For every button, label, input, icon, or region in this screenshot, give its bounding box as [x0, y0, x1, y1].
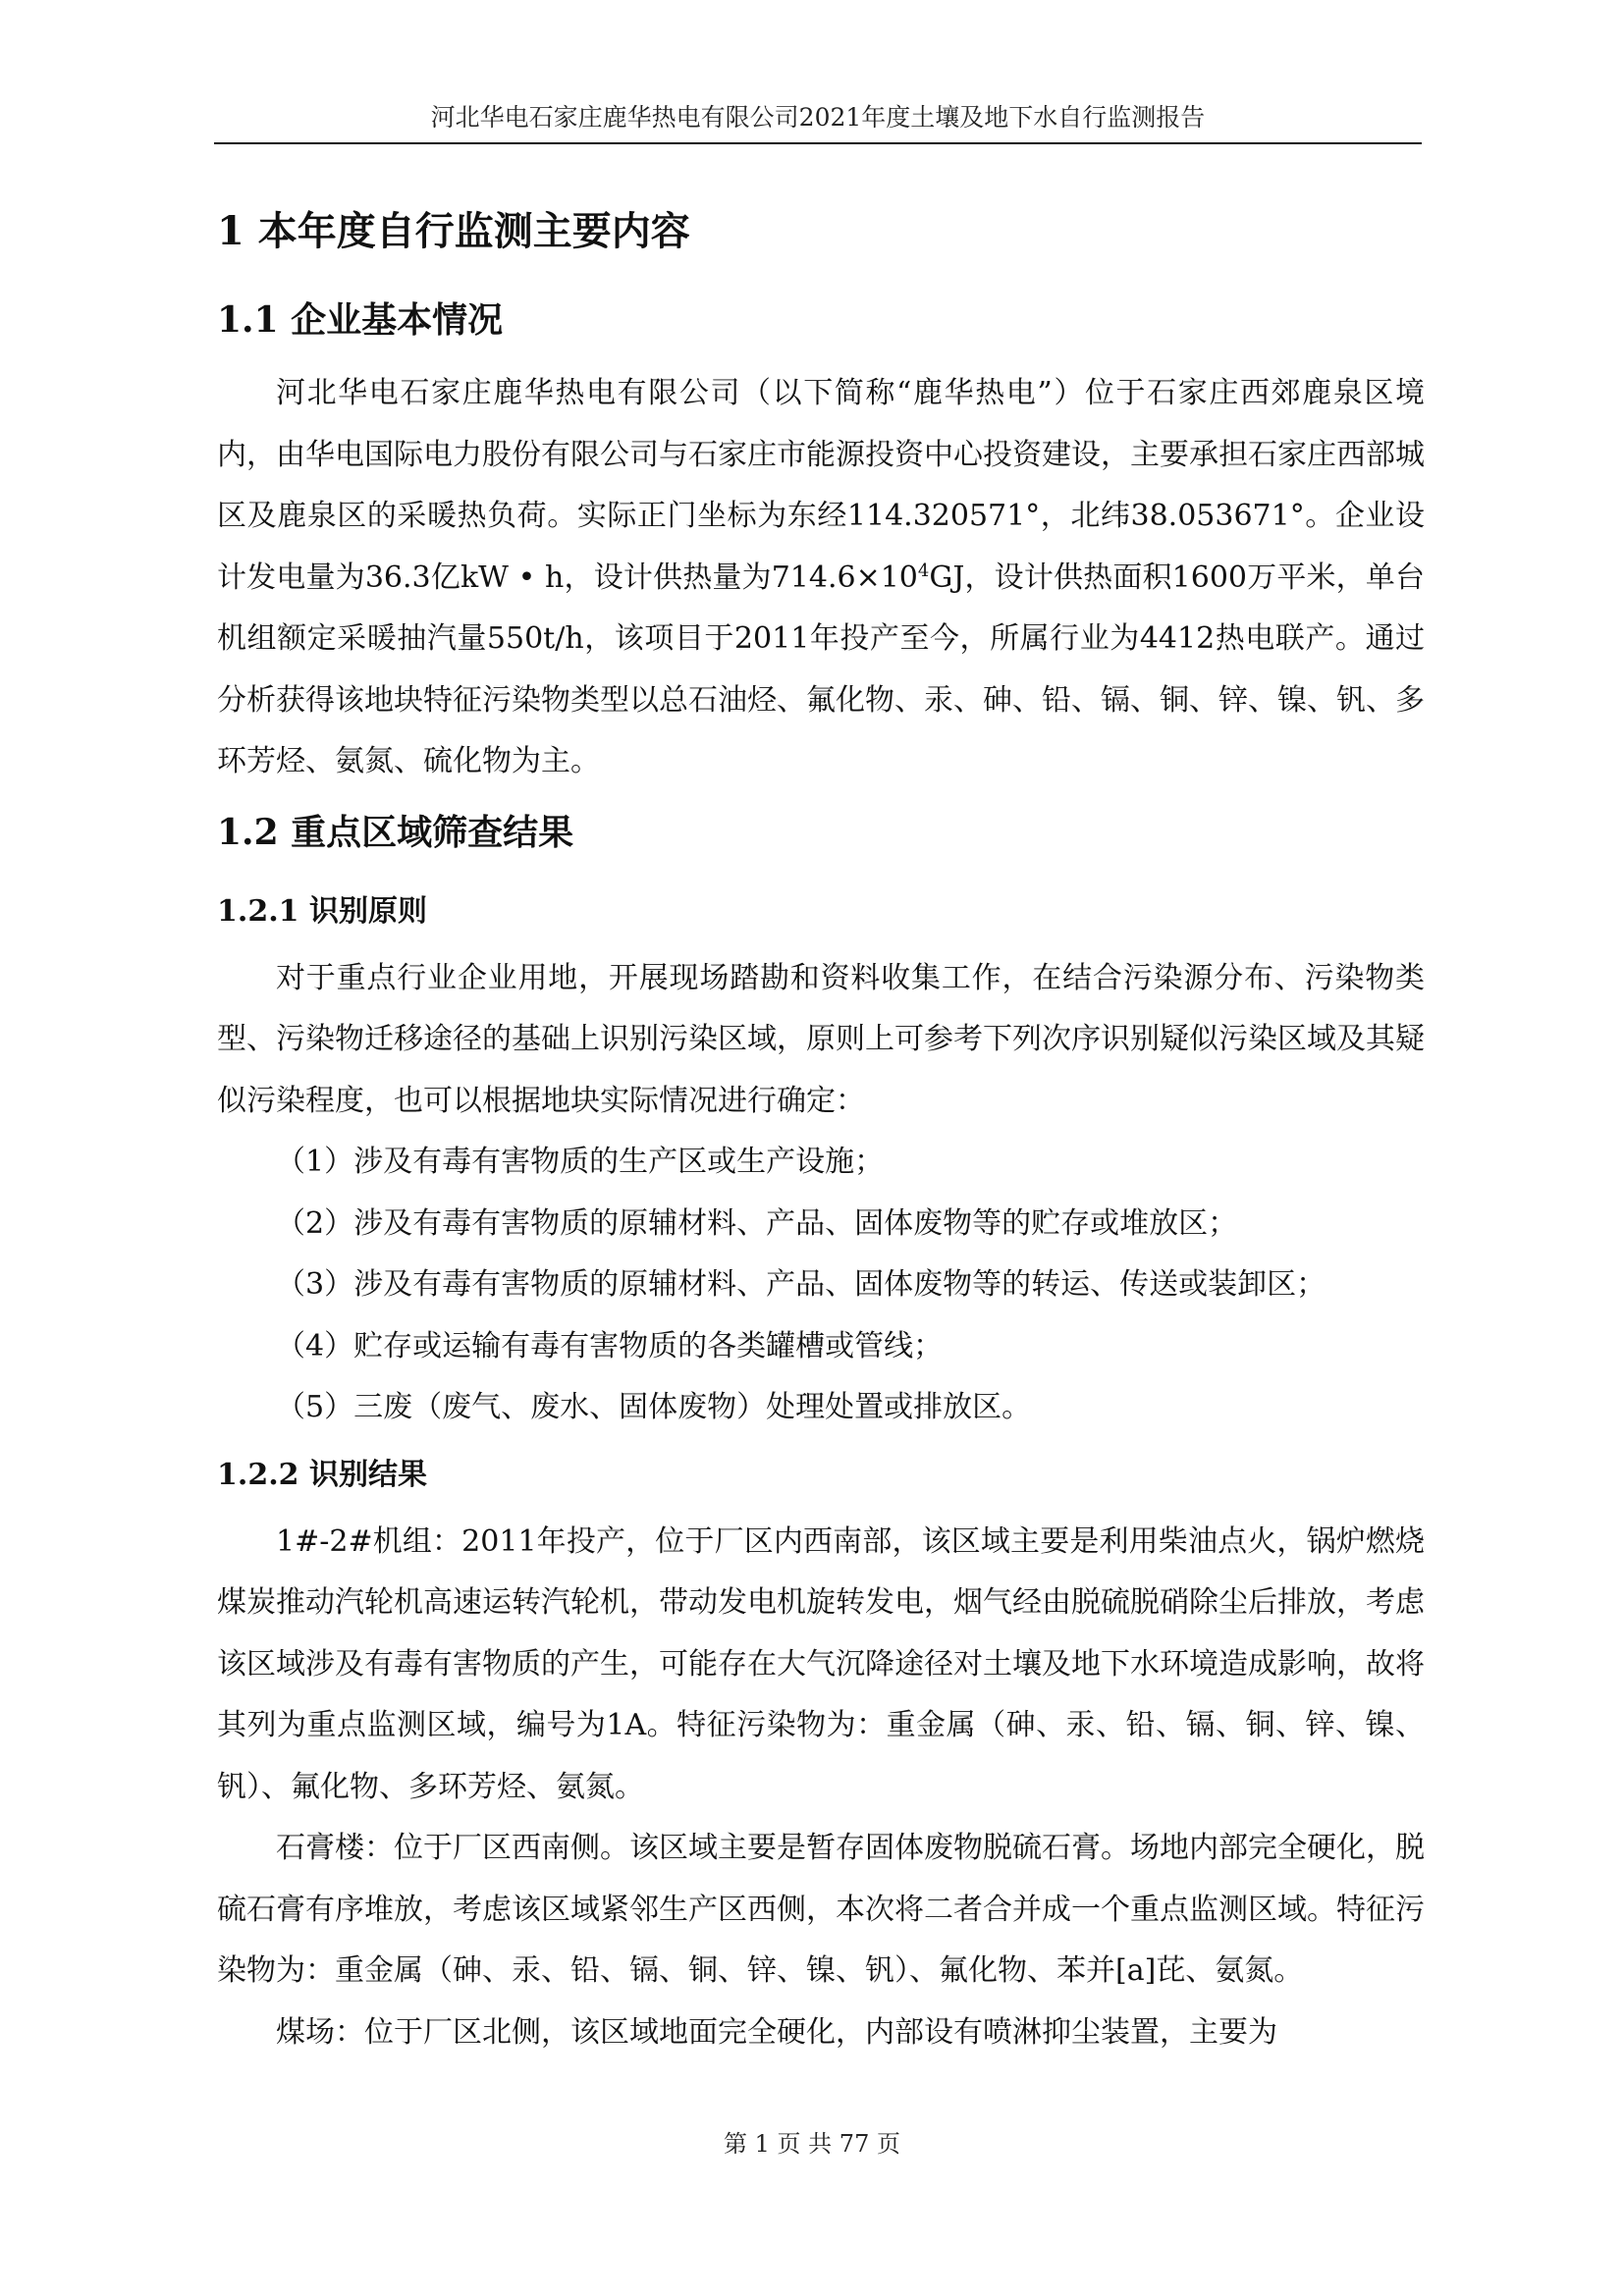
list-item: （3）涉及有毒有害物质的原辅材料、产品、固体废物等的转运、传送或装卸区； — [276, 1267, 1326, 1302]
list-item: （2）涉及有毒有害物质的原辅材料、产品、固体废物等的贮存或堆放区； — [276, 1205, 1238, 1241]
section-1-1-title: 1.1 企业基本情况 — [217, 299, 504, 341]
superscript: 4 — [917, 560, 930, 581]
list-item: （5）三废（废气、废水、固体废物）处理处置或排放区。 — [276, 1390, 1032, 1424]
result-paragraph-coal-yard: 煤场：位于厂区北侧，该区域地面完全硬化，内部设有喷淋抑尘装置，主要为 — [276, 2014, 1277, 2050]
result-paragraph-units: 1#-2#机组：2011年投产，位于厂区内西南部，该区域主要是利用柴油点火，锅炉燃烧煤炭推动汽轮机高速运转汽轮机，带动发电机旋转发电，烟气经由脱硫脱硝除尘后排放，考虑该区域涉及有毒有害物质的产生，可能存在大气沉降途径对土壤及地下水环境造成影响，故将其列为重点监测区域，编号为1A。特征污染物为：重金属（砷、汞、铅、镉、铜、锌、镍、钒）、氟化物、多环芳烃、氨氮。 — [217, 1523, 1425, 1804]
paragraph-text-a: 河北华电石家庄鹿华热电有限公司（以下简称“鹿华热电”）位于石家庄西郊鹿泉区境内，由华电国际电力股份有限公司与石家庄市能源投资中心投资建设，主要承担石家庄西部城区及鹿泉区的采暖热负荷。实际正门坐标为东经114.320571°，北纬38.053671°。企业设计发电量为36.3亿kW • h，设计供热量为714.6×10 — [217, 376, 1425, 595]
list-item: （4）贮存或运输有毒有害物质的各类罐槽或管线； — [276, 1328, 944, 1363]
running-header: 河北华电石家庄鹿华热电有限公司2021年度土壤及地下水自行监测报告 — [430, 103, 1206, 132]
page-footer: 第 1 页 共 77 页 — [724, 2130, 900, 2158]
section-1-2-1-title: 1.2.1 识别原则 — [217, 893, 427, 929]
section-1-2-2-title: 1.2.2 识别结果 — [217, 1457, 427, 1492]
section-1-2-1-intro: 对于重点行业企业用地，开展现场踏勘和资料收集工作，在结合污染源分布、污染物类型、污染物迁移途径的基础上识别污染区域，原则上可参考下列次序识别疑似污染区域及其疑似污染程度，也可以根据地块实际情况进行确定： — [217, 960, 1425, 1118]
header-rule — [214, 142, 1422, 144]
paragraph-text-b: GJ，设计供热面积1600万平米，单台机组额定采暖抽汽量550t/h，该项目于2011年投产至今，所属行业为4412热电联产。通过分析获得该地块特征污染物类型以总石油烃、氟化物、汞、砷、铅、镉、铜、锌、镍、钒、多环芳烃、氨氮、硫化物为主。 — [217, 560, 1426, 778]
section-1-1-paragraph — [217, 363, 1425, 793]
section-1-2-title: 1.2 重点区域筛查结果 — [217, 811, 574, 853]
chapter-title: 1 本年度自行监测主要内容 — [217, 208, 690, 254]
list-item: （1）涉及有毒有害物质的生产区或生产设施； — [276, 1145, 885, 1179]
page-body — [217, 192, 1425, 2063]
result-paragraph-gypsum: 石膏楼：位于厂区西南侧。该区域主要是暂存固体废物脱硫石膏。场地内部完全硬化，脱硫石膏有序堆放，考虑该区域紧邻生产区西侧，本次将二者合并成一个重点监测区域。特征污染物为：重金属（砷、汞、铅、镉、铜、锌、镍、钒）、氟化物、苯并[a]芘、氨氮。 — [217, 1831, 1425, 1988]
